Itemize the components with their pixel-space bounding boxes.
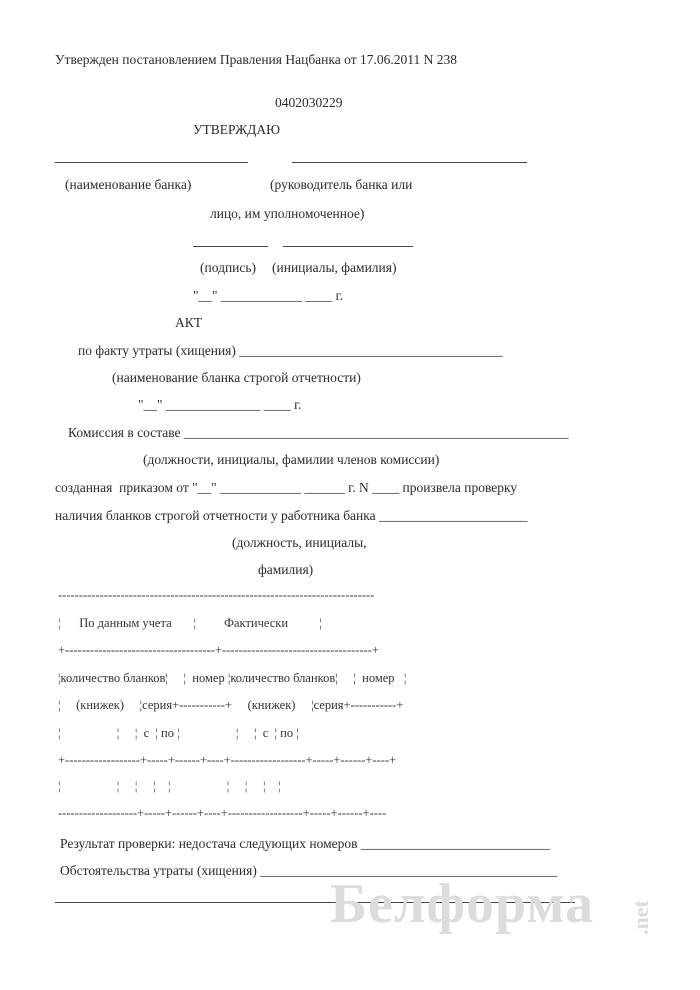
table-row: ¦количество бланков¦ ¦ номер ¦количество бланков¦ ¦ номер ¦ — [58, 671, 407, 685]
check-line: наличия бланков строгой отчетности у работника банка ______________________ — [55, 508, 528, 523]
initials-line — [283, 246, 413, 247]
table-row: ¦ ¦ ¦ с ¦ по ¦ ¦ ¦ с ¦ по ¦ — [58, 726, 299, 740]
bank-name-line — [55, 162, 248, 163]
act-title: АКТ — [175, 315, 202, 330]
bank-head-line — [292, 162, 527, 163]
bank-head-caption: (руководитель банка или — [270, 177, 413, 192]
bank-name-caption: (наименование банка) — [65, 177, 192, 192]
approve-heading: УТВЕРЖДАЮ — [193, 122, 281, 137]
result-line: Результат проверки: недостача следующих номеров ____________________________ — [60, 836, 550, 851]
table-row: ¦ (книжек) ¦серия+-----------+ (книжек) ¦серия+-----------+ — [58, 698, 404, 712]
commission-line: Комиссия в составе _________________________________________________________ — [68, 425, 569, 440]
table-row: ¦ ¦ ¦ ¦ ¦ ¦ ¦ ¦ ¦ — [58, 779, 281, 793]
act-subject-caption: (наименование бланка строгой отчетности) — [112, 370, 361, 385]
watermark-suffix: .net — [628, 900, 653, 935]
employee-caption-1: (должность, инициалы, — [232, 535, 367, 550]
employee-caption-2: фамилия) — [258, 562, 314, 577]
commission-caption: (должности, инициалы, фамилии членов комиссии) — [143, 452, 440, 467]
approval-note: Утвержден постановлением Правления Нацбанка от 17.06.2011 N 238 — [55, 52, 457, 67]
table-row: -------------------+-----+------+----+------------------+-----+------+---- — [58, 806, 387, 820]
order-line: созданная приказом от "__" ____________ ______ г. N ____ произвела проверку — [55, 480, 518, 495]
initials-caption: (инициалы, фамилия) — [272, 260, 397, 275]
act-subject: по факту утраты (хищения) _______________________________________ — [78, 343, 503, 358]
approval-date: "__" ____________ ____ г. — [193, 288, 344, 303]
table-row: ---------------------------------------------------------------------------- — [58, 588, 375, 602]
table-row: +------------------------------------+------------------------------------+ — [58, 643, 379, 657]
signature-caption: (подпись) — [200, 260, 257, 275]
watermark: Белформа — [330, 873, 595, 935]
act-date: "__" ______________ ____ г. — [138, 397, 302, 412]
circumstances-line: Обстоятельства утраты (хищения) ____________________________________________ — [60, 863, 558, 878]
signature-line — [193, 246, 268, 247]
table-row: ¦ По данным учета ¦ Фактически ¦ — [58, 616, 322, 630]
authorized-caption: лицо, им уполномоченное) — [210, 206, 365, 221]
form-code: 0402030229 — [275, 95, 343, 110]
table-row: +------------------+-----+------+----+------------------+-----+------+----+ — [58, 753, 397, 767]
